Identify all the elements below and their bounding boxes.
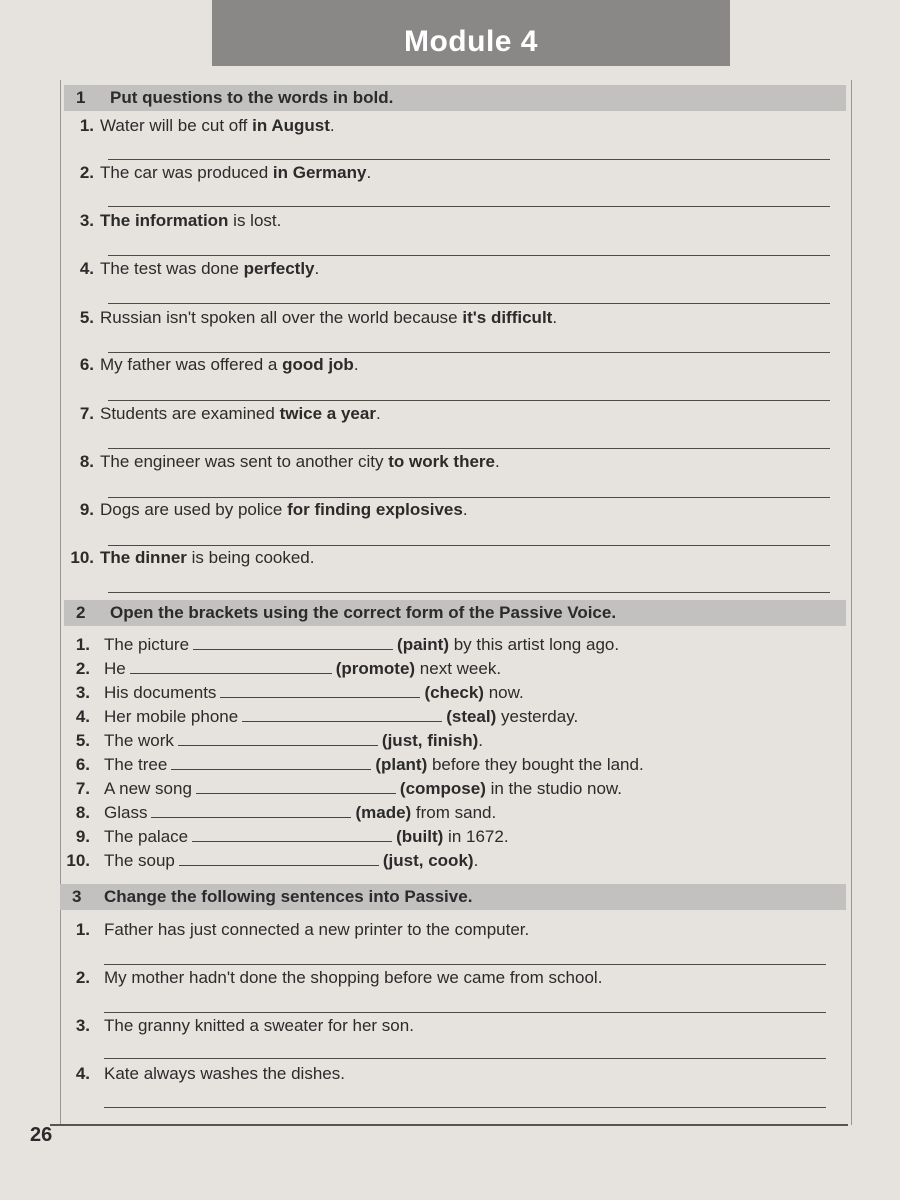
- item-text-end: next week.: [415, 659, 502, 678]
- item-number: 8.: [79, 452, 94, 471]
- item-text: Father has just connected a new printer to the computer.: [104, 920, 530, 939]
- item-text: My mother hadn't done the shopping before we came from school.: [104, 968, 603, 987]
- item-text-end: .: [462, 500, 468, 519]
- section-3-header: [60, 884, 846, 910]
- fill-blank[interactable]: [151, 803, 351, 818]
- item-verb: (built): [396, 827, 444, 846]
- item-text: Kate always washes the dishes.: [104, 1064, 345, 1083]
- fill-blank[interactable]: [242, 707, 442, 722]
- item-number: 7.: [75, 779, 90, 798]
- item-text-end: now.: [483, 683, 524, 702]
- item-text-end: .: [494, 452, 500, 471]
- answer-line[interactable]: [108, 303, 830, 304]
- item-bold: in August: [252, 116, 330, 135]
- item-text-end: by this artist long ago.: [448, 635, 620, 654]
- section-3-title: Change the following sentences into Passive.: [104, 887, 473, 906]
- item-text: His documents: [104, 683, 217, 702]
- item-text: The car was produced: [100, 163, 273, 182]
- item-text: Water will be cut off: [100, 116, 253, 135]
- answer-line[interactable]: [108, 448, 830, 449]
- fill-blank[interactable]: [171, 755, 371, 770]
- item-text-end: in the studio now.: [485, 779, 622, 798]
- item-bold: it's difficult: [462, 308, 553, 327]
- item-number: 10.: [70, 548, 94, 567]
- item-number: 3.: [79, 211, 94, 230]
- item-text-end: .: [473, 851, 479, 870]
- item-number: 4.: [75, 1064, 90, 1083]
- answer-line[interactable]: [104, 964, 826, 965]
- section-1-header: [64, 85, 846, 111]
- item-number: 2.: [79, 163, 94, 182]
- item-number: 6.: [79, 355, 94, 374]
- answer-line[interactable]: [108, 159, 830, 160]
- item-text: Dogs are used by police: [100, 500, 288, 519]
- item-text: The engineer was sent to another city: [100, 452, 389, 471]
- item-text-end: .: [314, 259, 320, 278]
- item-text: Her mobile phone: [104, 707, 239, 726]
- item-number: 8.: [75, 803, 90, 822]
- item-verb: (compose): [399, 779, 486, 798]
- item-verb: (steal): [446, 707, 497, 726]
- item-text: The picture: [104, 635, 190, 654]
- section-3-number: 3: [72, 887, 82, 906]
- item-text: Russian isn't spoken all over the world because: [100, 308, 463, 327]
- item-text: The work: [104, 731, 174, 750]
- item-text: My father was offered a: [100, 355, 283, 374]
- item-text-end: is being cooked.: [186, 548, 315, 567]
- answer-line[interactable]: [104, 1058, 826, 1059]
- item-number: 7.: [79, 404, 94, 423]
- footer-rule: [50, 1124, 848, 1126]
- item-text-end: .: [552, 308, 558, 327]
- item-number: 6.: [75, 755, 90, 774]
- item-text-end: before they bought the land.: [427, 755, 644, 774]
- item-verb: (plant): [375, 755, 428, 774]
- answer-line[interactable]: [104, 1012, 826, 1013]
- section-1-title: Put questions to the words in bold.: [110, 88, 394, 107]
- answer-line[interactable]: [108, 400, 830, 401]
- fill-blank[interactable]: [130, 659, 332, 674]
- item-number: 2.: [75, 968, 90, 987]
- fill-blank[interactable]: [192, 827, 392, 842]
- item-text-end: in 1672.: [443, 827, 509, 846]
- section-1-number: 1: [76, 88, 86, 107]
- item-verb: (promote): [335, 659, 416, 678]
- item-text: The palace: [104, 827, 189, 846]
- item-bold: The information: [100, 211, 229, 230]
- item-text-end: .: [353, 355, 359, 374]
- item-number: 3.: [75, 683, 90, 702]
- item-text: A new song: [104, 779, 192, 798]
- answer-line[interactable]: [108, 497, 830, 498]
- module-title: Module 4: [212, 0, 730, 66]
- item-number: 3.: [75, 1016, 90, 1035]
- item-bold: The dinner: [100, 548, 187, 567]
- item-bold: to work there: [388, 452, 495, 471]
- item-text-end: .: [375, 404, 381, 423]
- fill-blank[interactable]: [196, 779, 396, 794]
- item-verb: (just, finish): [381, 731, 479, 750]
- item-text: Glass: [104, 803, 148, 822]
- fill-blank[interactable]: [220, 683, 420, 698]
- item-number: 1.: [75, 920, 90, 939]
- item-verb: (check): [424, 683, 484, 702]
- item-text-end: is lost.: [228, 211, 282, 230]
- item-bold: good job: [282, 355, 354, 374]
- item-number: 4.: [75, 707, 90, 726]
- item-text: The soup: [104, 851, 175, 870]
- item-text: He: [104, 659, 126, 678]
- item-number: 1.: [75, 635, 90, 654]
- page-number: 26: [30, 1124, 53, 1146]
- item-text-end: yesterday.: [496, 707, 579, 726]
- item-bold: in Germany: [272, 163, 367, 182]
- item-number: 9.: [79, 500, 94, 519]
- item-text: The tree: [104, 755, 168, 774]
- answer-line[interactable]: [108, 592, 830, 593]
- item-verb: (paint): [397, 635, 449, 654]
- section-2-number: 2: [76, 603, 86, 622]
- item-number: 5.: [75, 731, 90, 750]
- item-number: 2.: [75, 659, 90, 678]
- fill-blank[interactable]: [179, 851, 379, 866]
- answer-line[interactable]: [108, 352, 830, 353]
- answer-line[interactable]: [104, 1107, 826, 1108]
- item-text: The granny knitted a sweater for her son.: [104, 1016, 414, 1035]
- item-verb: (made): [355, 803, 412, 822]
- item-text-end: from sand.: [411, 803, 497, 822]
- item-number: 1.: [79, 116, 94, 135]
- item-number: 5.: [79, 308, 94, 327]
- item-text-end: .: [329, 116, 335, 135]
- item-number: 10.: [66, 851, 90, 870]
- item-text-end: .: [366, 163, 372, 182]
- item-text-end: .: [478, 731, 483, 750]
- item-bold: for finding explosives: [287, 500, 463, 519]
- answer-line[interactable]: [108, 255, 830, 256]
- answer-line[interactable]: [108, 206, 830, 207]
- fill-blank[interactable]: [193, 635, 393, 650]
- fill-blank[interactable]: [178, 731, 378, 746]
- answer-line[interactable]: [108, 545, 830, 546]
- item-verb: (just, cook): [382, 851, 474, 870]
- item-text: Students are examined: [100, 404, 280, 423]
- item-text: The test was done: [100, 259, 244, 278]
- item-bold: twice a year: [279, 404, 376, 423]
- section-2-title: Open the brackets using the correct form of the Passive Voice.: [110, 603, 617, 622]
- section-2-header: [64, 600, 846, 626]
- item-number: 9.: [75, 827, 90, 846]
- item-number: 4.: [79, 259, 94, 278]
- item-bold: perfectly: [243, 259, 315, 278]
